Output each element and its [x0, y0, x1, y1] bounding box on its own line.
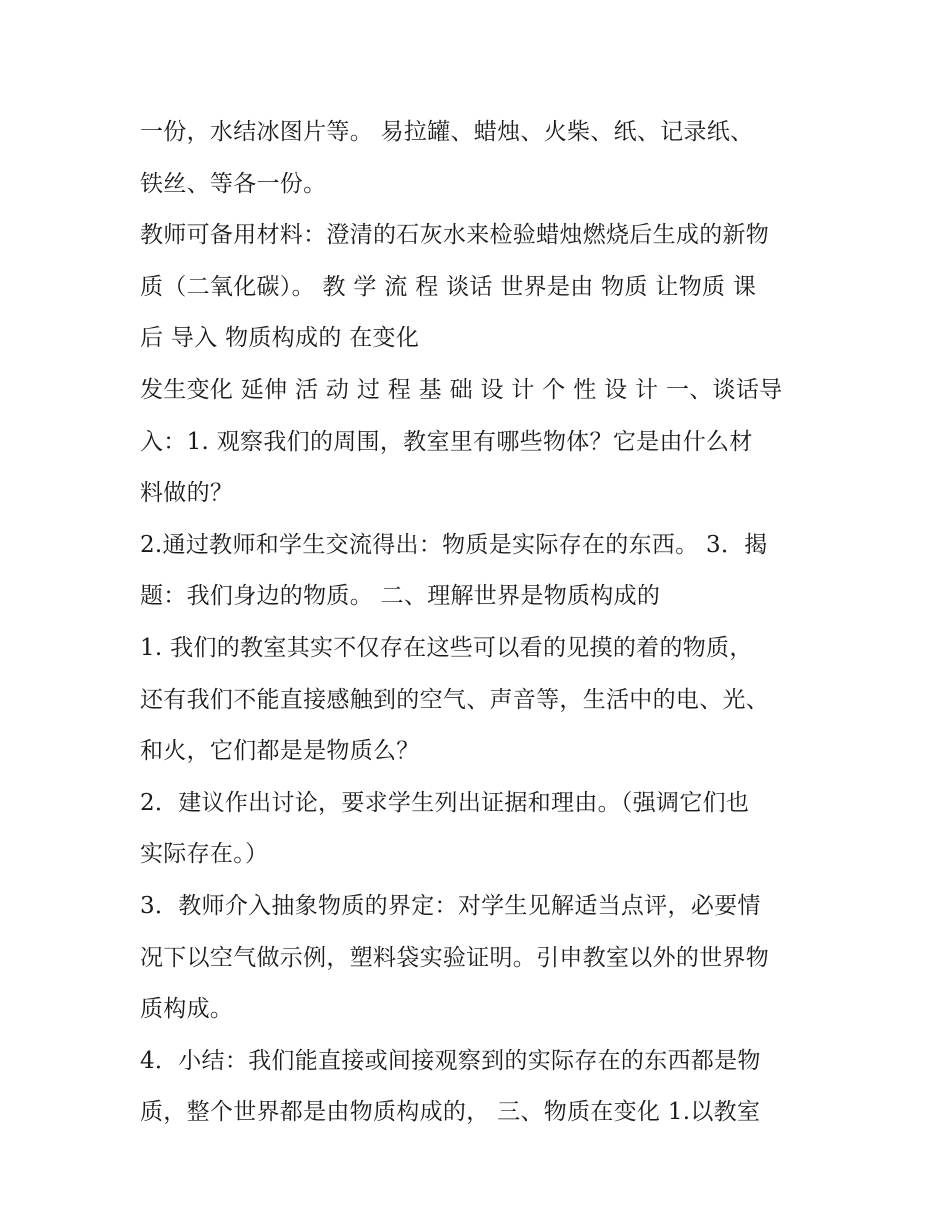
text-line: 后 导入 物质构成的 在变化: [140, 325, 420, 352]
text-line: 3．教师介入抽象物质的界定：对学生见解适当点评，必要情: [140, 892, 761, 919]
text-line: 2.通过教师和学生交流得出：物质是实际存在的东西。 3．揭: [140, 531, 768, 558]
text-line: 质（二氧化碳）。 教 学 流 程 谈话 世界是由 物质 让物质 课: [140, 273, 757, 300]
text-line: 发生变化 延伸 活 动 过 程 基 础 设 计 个 性 设 计 一、谈话导: [140, 376, 783, 403]
text-line: 和火，它们都是是物质么？: [140, 738, 420, 765]
text-line: 铁丝、等各一份。: [140, 170, 327, 197]
text-line: 题：我们身边的物质。 二、理解世界是物质构成的: [140, 583, 661, 610]
text-line: 实际存在。）: [140, 841, 269, 868]
text-line: 况下以空气做示例，塑料袋实验证明。引申教室以外的世界物: [140, 944, 770, 971]
text-line: 1. 我们的教室其实不仅存在这些可以看的见摸的着的物质，: [140, 634, 753, 661]
text-line: 4．小结：我们能直接或间接观察到的实际存在的东西都是物: [140, 1047, 761, 1074]
text-line: 入：1. 观察我们的周围，教室里有哪些物体？它是由什么材: [140, 428, 753, 455]
text-line: 2．建议作出讨论，要求学生列出证据和理由。（强调它们也: [140, 789, 750, 816]
text-line: 一份，水结冰图片等。 易拉罐、蜡烛、火柴、纸、记录纸、: [140, 119, 754, 145]
text-line: 料做的？: [140, 480, 234, 507]
text-line: 质构成。: [140, 996, 234, 1023]
text-line: 质，整个世界都是由物质构成的， 三、物质在变化 1.以教室: [140, 1099, 761, 1126]
document-body: [140, 107, 820, 1139]
text-line: 教师可备用材料：澄清的石灰水来检验蜡烛燃烧后生成的新物: [140, 222, 770, 249]
text-line: 还有我们不能直接感触到的空气、声音等，生活中的电、光、: [140, 686, 770, 713]
